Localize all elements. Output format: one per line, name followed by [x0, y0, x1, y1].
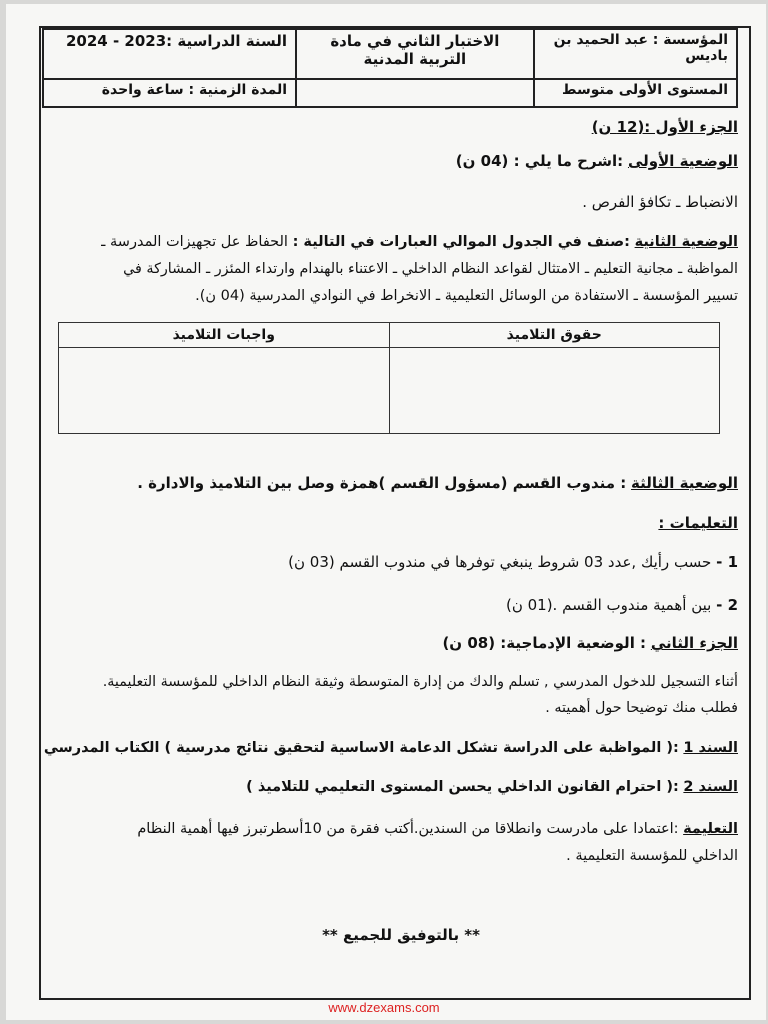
doc2-label: السند 2 — [683, 779, 738, 795]
task-line1 — [137, 821, 738, 837]
q1-number: 1 - — [716, 553, 738, 571]
school-name: المؤسسة : عبد الحميد بن باديس — [534, 29, 737, 79]
level: المستوى الأولى متوسط — [534, 79, 737, 107]
part2-title-rest: : الوضعية الإدماجية: (08 ن) — [442, 634, 647, 652]
part1-title: الجزء الأول :(12 ن) — [591, 118, 738, 136]
q2-number: 2 - — [716, 596, 738, 614]
part2-label: الجزء الثاني — [650, 634, 738, 652]
rights-duties-table — [58, 322, 720, 434]
q2-text: بين أهمية مندوب القسم .(01 ن) — [505, 596, 712, 614]
rights-header: حقوق التلاميذ — [389, 323, 720, 348]
question-1 — [288, 553, 738, 571]
part2-title — [442, 634, 738, 652]
task-text-1: :اعتمادا على مادرست وانطلاقا من السندين.أكتب فقرة من 10أسطرتبرز فيها أهمية النظام — [137, 821, 679, 837]
duties-cell — [59, 348, 390, 434]
instructions-label: التعليمات : — [658, 514, 738, 532]
header-table — [42, 28, 738, 108]
task-line2: الداخلي للمؤسسة التعليمية . — [566, 848, 738, 864]
q1-text: حسب رأيك ,عدد 03 شروط ينبغي توفرها في مندوب القسم (03 ن) — [288, 553, 712, 571]
header-empty-cell — [296, 79, 534, 107]
situation2-prompt: :صنف في الجدول الموالي العبارات في التالية : — [292, 234, 630, 250]
context-line2: فطلب منك توضيحا حول أهميته . — [545, 700, 738, 716]
context-line1: أثناء التسجيل للدخول المدرسي , تسلم والدك من إدارة المتوسطة وثيقة النظام الداخلي للمؤسسة التعليمية. — [102, 674, 738, 690]
situation2-label: الوضعية الثانية — [634, 234, 738, 250]
document-1 — [44, 740, 738, 756]
situation2-line1-rest: الحفاظ عل تجهيزات المدرسة ـ — [101, 234, 288, 250]
situation1-prompt: :اشرح ما يلي : (04 ن) — [455, 152, 624, 170]
school-year: السنة الدراسية :2023 - 2024 — [43, 29, 296, 79]
exam-title: الاختبار الثاني في مادة التربية المدنية — [296, 29, 534, 79]
duration: المدة الزمنية : ساعة واحدة — [43, 79, 296, 107]
situation3-label: الوضعية الثالثة — [631, 474, 738, 492]
situation2-line3: تسيير المؤسسة ـ الاستفادة من الوسائل التعليمية ـ الانخراط في النوادي المدرسية (04 ن). — [195, 288, 738, 304]
closing-wish: ** بالتوفيق للجميع ** — [322, 926, 480, 944]
situation3-line — [137, 474, 738, 492]
doc2-text: :( احترام القانون الداخلي يحسن المستوى التعليمي للتلاميذ ) — [246, 779, 679, 795]
situation3-statement: : مندوب القسم (مسؤول القسم )همزة وصل بين التلاميذ والادارة . — [137, 474, 627, 492]
question-2 — [506, 596, 738, 614]
doc1-label: السند 1 — [683, 740, 738, 756]
situation1-line — [456, 152, 738, 170]
doc1-text: :( المواظبة على الدراسة تشكل الدعامة الاساسية لتحقيق نتائج مدرسية ) الكتاب المدرسي — [43, 740, 679, 756]
task-label: التعليمة — [683, 821, 738, 837]
watermark: www.dzexams.com — [328, 1000, 440, 1015]
situation2-line1 — [101, 234, 738, 250]
situation1-label: الوضعية الأولى — [627, 152, 738, 170]
rights-cell — [389, 348, 720, 434]
situation1-terms: الانضباط ـ تكافؤ الفرص . — [582, 193, 738, 211]
duties-header: واجبات التلاميذ — [59, 323, 390, 348]
document-2 — [246, 779, 738, 795]
situation2-line2: المواظبة ـ مجانية التعليم ـ الامتثال لقواعد النظام الداخلي ـ الاعتناء بالهندام وارتداء المئزر ـ المشاركة في — [123, 261, 738, 277]
